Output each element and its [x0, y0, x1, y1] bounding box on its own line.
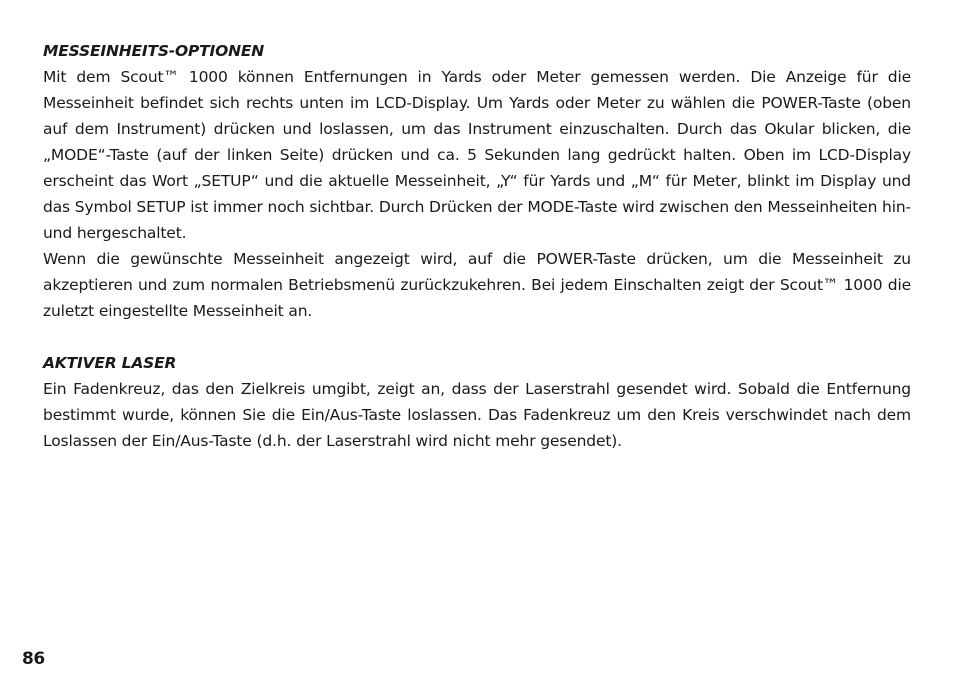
section-heading: MESSEINHEITS-OPTIONEN: [43, 42, 264, 60]
section-aktiver-laser: [43, 350, 911, 454]
page-number: 86: [22, 649, 45, 669]
section-messeinheits-optionen: [43, 38, 911, 324]
section-spacer: [43, 324, 911, 350]
section-heading: AKTIVER LASER: [43, 354, 177, 372]
document-page: [43, 38, 911, 454]
paragraph: Ein Fadenkreuz, das den Zielkreis umgibt, zeigt an, dass der Laserstrahl gesendet wird. Sobald die Entfernung bestimmt wurde, können Sie die Ein/Aus-Taste loslassen. Das Fadenkreuz um den Kreis verschwindet nach dem Loslassen der Ein/Aus-Taste (d.h. der Laserstrahl wird nicht mehr gesendet).: [43, 380, 911, 450]
paragraph: Mit dem Scout™ 1000 können Entfernungen in Yards oder Meter gemessen werden. Die Anzeige für die Messeinheit befindet sich rechts unten im LCD-Display. Um Yards oder Meter zu wählen die POWER-Taste (oben auf dem Instrument) drücken und loslassen, um das Instrument einzuschalten. Durch das Okular blicken, die „MODE“-Taste (auf der linken Seite) drücken und ca. 5 Sekunden lang gedrückt halten. Oben im LCD-Display erscheint das Wort „SETUP“ und die aktuelle Messeinheit, „Y“ für Yards und „M“ für Meter, blinkt im Display und das Symbol SETUP ist immer noch sichtbar. Durch Drücken der MODE-Taste wird zwischen den Messeinheiten hin- und hergeschaltet.: [43, 68, 911, 242]
paragraph: Wenn die gewünschte Messeinheit angezeigt wird, auf die POWER-Taste drücken, um die Messeinheit zu akzeptieren und zum normalen Betriebsmenü zurückzukehren. Bei jedem Einschalten zeigt der Scout™ 1000 die zuletzt eingestellte Messeinheit an.: [43, 250, 911, 320]
